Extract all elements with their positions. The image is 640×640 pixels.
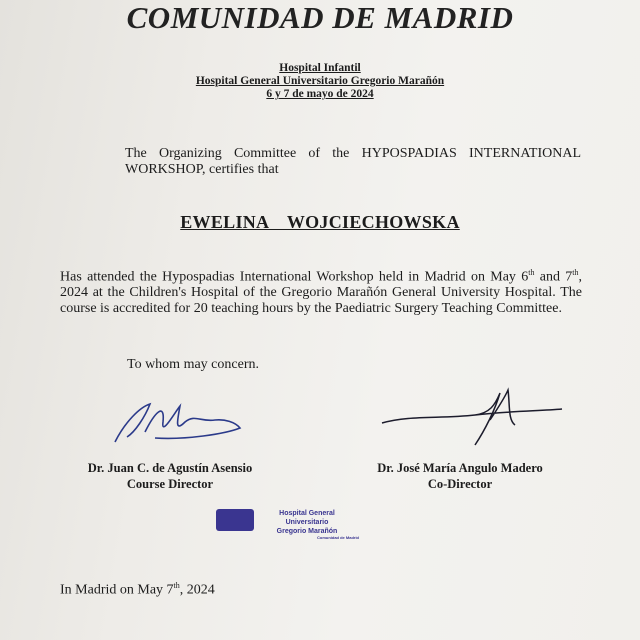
signatory-role: Course Director [126, 477, 214, 491]
body-text: , 2024 at the Children's Hospital of the Gregorio Marañón General University Hospital. The course is accredited for 20 teaching hours by the Paediatric Surgery Teaching Committee. [60, 269, 582, 316]
hospital-name: Hospital General Universitario Gregorio Marañón [195, 75, 445, 87]
body-text: and 7 [534, 269, 573, 285]
closing: To whom may concern. [127, 357, 259, 372]
signature-director [105, 392, 245, 452]
signatory-codirector [345, 460, 575, 492]
stamp-text [257, 509, 357, 536]
stamp-line: Gregorio Marañón [276, 528, 338, 535]
intro-paragraph: The Organizing Committee of the HYPOSPADIAS INTERNATIONAL WORKSHOP, certifies that [125, 146, 581, 177]
document-title: COMUNIDAD DE MADRID [126, 0, 514, 35]
date-text: In Madrid on May 7 [60, 582, 174, 598]
recipient-name: EWELINA WOJCIECHOWSKA [180, 212, 460, 232]
body-paragraph [60, 265, 582, 316]
ordinal: th [528, 268, 535, 277]
hospital-stamp [212, 505, 359, 545]
hospital-logo-icon [216, 509, 254, 531]
signatory-role: Co-Director [427, 477, 493, 491]
signatory-name: Dr. José María Angulo Madero [377, 461, 543, 475]
date-text: , 2024 [179, 582, 215, 598]
signatory-name: Dr. Juan C. de Agustín Asensio [87, 461, 253, 475]
ordinal: th [173, 581, 180, 590]
signatory-director [60, 460, 280, 492]
issue-date [60, 578, 215, 598]
stamp-footer: Comunidad de Madrid [317, 535, 359, 540]
hospital-unit: Hospital Infantil [279, 62, 361, 74]
ordinal: th [572, 268, 579, 277]
event-dates: 6 y 7 de mayo de 2024 [266, 88, 374, 100]
signature-codirector [380, 385, 565, 450]
stamp-line: Hospital General Universitario [279, 510, 335, 526]
body-text: Has attended the Hypospadias International Workshop held in Madrid on May 6 [60, 269, 529, 285]
